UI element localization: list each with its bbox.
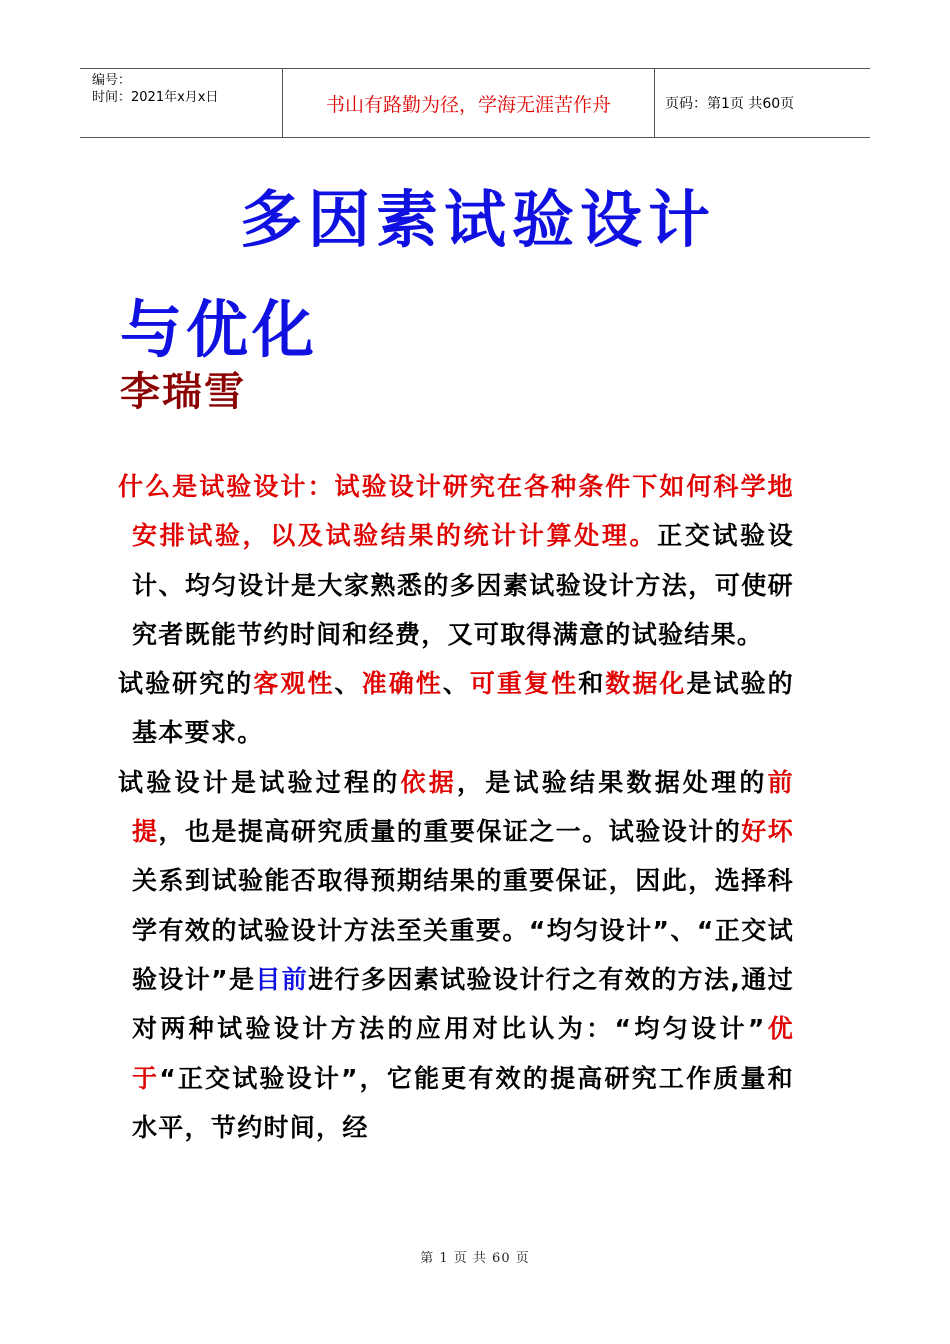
header-table [80, 68, 870, 138]
number-label: 编号： [92, 73, 132, 88]
highlight-term: 好坏 [741, 817, 794, 847]
definition-text: 什么是试验设计：试验设计研究在各种条件下如何科学地安排试验，以及试验结果的统计计算处理。 [118, 472, 794, 551]
highlight-term-blue: 目前 [255, 964, 309, 994]
page-footer: 第 1 页 共 60 页 [420, 1251, 530, 1266]
text-run: 是试验的基本要求。 [132, 669, 794, 748]
paragraph-1 [118, 462, 794, 659]
paragraph-1-rest: 正交试验设计、均匀设计是大家熟悉的多因素试验设计方法，可使研究者既能节约时间和经费，又可取得满意的试验结果。 [132, 521, 794, 649]
text-run: 、 [334, 669, 362, 699]
text-run: 试验研究的 [118, 669, 254, 699]
text-run: 关系到试验能否取得预期结果的重要保证，因此，选择科学有效的试验设计方法至关重要。“均匀设计”、“正交试验设计”是 [132, 866, 794, 994]
text-run: “正交试验设计”，它能更有效的提高研究工作质量和水平，节约时间，经 [132, 1063, 794, 1142]
highlight-term: 依据 [400, 767, 457, 797]
text-run: 、 [442, 669, 470, 699]
highlight-term: 前提 [132, 767, 794, 847]
author-name: 李瑞雪 [120, 369, 246, 415]
header-left-cell [80, 69, 282, 137]
time-label: 时间：2021年x月x日 [92, 90, 219, 105]
text-run: 试验设计是试验过程的 [118, 767, 401, 797]
motto: 书山有路勤为径，学海无涯苦作舟 [282, 69, 655, 137]
text-run: 和 [578, 669, 606, 699]
text-run: ，也是提高研究质量的重要保证之一。试验设计的 [158, 817, 742, 847]
paragraph-3 [118, 758, 794, 1152]
document-title-line1: 多因素试验设计 [239, 183, 716, 256]
text-run: 进行多因素试验设计行之有效的方法,通过对两种试验设计方法的应用对比认为：“均匀设计” [132, 964, 794, 1044]
highlight-term: 数据化 [605, 669, 687, 699]
highlight-term: 优于 [132, 1014, 794, 1093]
paragraph-2 [118, 659, 794, 758]
highlight-term: 客观性 [253, 669, 335, 699]
highlight-term: 准确性 [361, 669, 443, 699]
body-text [118, 462, 794, 1152]
document-title-line2: 与优化 [120, 293, 319, 366]
text-run: ，是试验结果数据处理的 [456, 767, 768, 797]
highlight-term: 可重复性 [469, 669, 579, 699]
page-info: 页码：第1页 共60页 [665, 96, 795, 112]
